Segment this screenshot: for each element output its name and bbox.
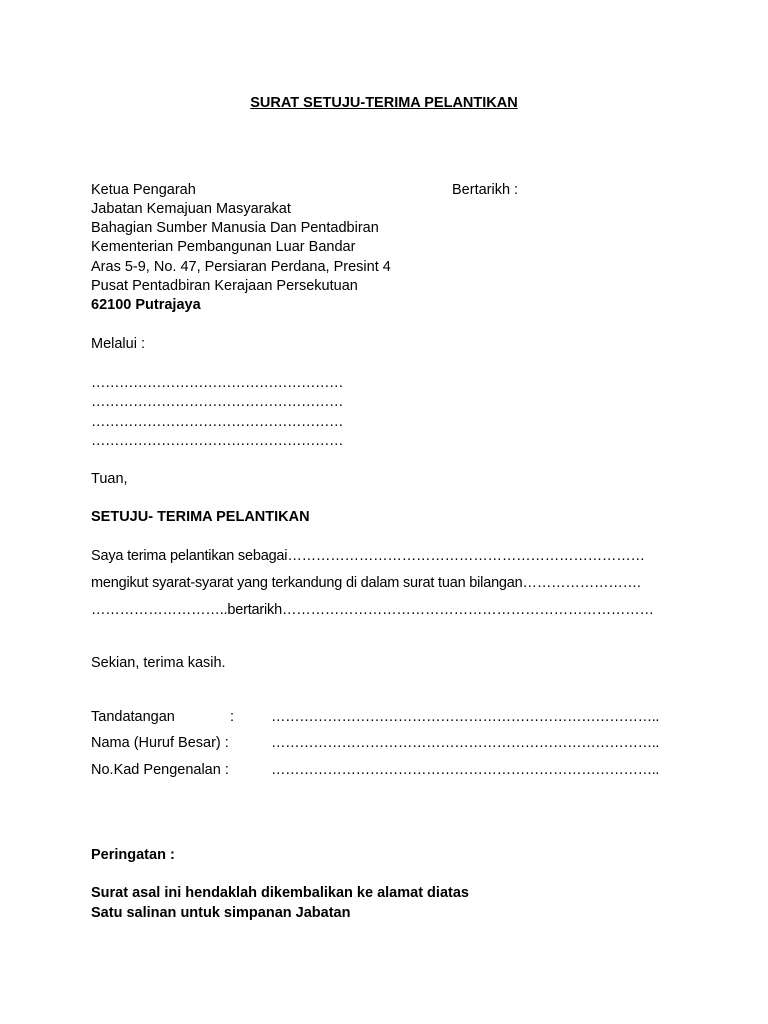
via-label: Melalui : xyxy=(91,336,145,352)
via-blank-line: ……………………………………………… xyxy=(91,375,343,391)
subject-heading: SETUJU- TERIMA PELANTIKAN xyxy=(91,509,310,525)
salutation: Tuan, xyxy=(91,471,128,487)
recipient-line: Aras 5-9, No. 47, Persiaran Perdana, Presint 4 xyxy=(91,259,391,275)
document-title: SURAT SETUJU-TERIMA PELANTIKAN xyxy=(250,95,518,111)
warning-line: Surat asal ini hendaklah dikembalikan ke alamat diatas xyxy=(91,885,469,901)
recipient-line: Ketua Pengarah xyxy=(91,182,196,198)
recipient-line: Jabatan Kemajuan Masyarakat xyxy=(91,201,291,217)
name-label: Nama (Huruf Besar) : xyxy=(91,735,229,751)
closing-text: Sekian, terima kasih. xyxy=(91,655,226,671)
warning-heading: Peringatan : xyxy=(91,847,175,863)
via-blank-line: ……………………………………………… xyxy=(91,394,343,410)
date-label: Bertarikh : xyxy=(452,182,519,198)
body-line: Saya terima pelantikan sebagai………………………………………………………………… xyxy=(91,548,645,564)
signature-blank: ……………………………………………………………………….. xyxy=(271,709,659,725)
recipient-postcode-city: 62100 Putrajaya xyxy=(91,297,201,313)
recipient-line: Kementerian Pembangunan Luar Bandar xyxy=(91,239,356,255)
body-line: mengikut syarat-syarat yang terkandung di dalam surat tuan bilangan……………………. xyxy=(91,575,641,591)
recipient-line: Pusat Pentadbiran Kerajaan Persekutuan xyxy=(91,278,358,294)
signature-label: Tandatangan xyxy=(91,709,175,725)
via-blank-line: ……………………………………………… xyxy=(91,414,343,430)
signature-colon: : xyxy=(230,709,235,725)
ic-blank: ……………………………………………………………………….. xyxy=(271,762,659,778)
body-line: ………………………..bertarikh…………………………………………………………………… xyxy=(91,602,654,618)
warning-line: Satu salinan untuk simpanan Jabatan xyxy=(91,905,351,921)
name-blank: ……………………………………………………………………….. xyxy=(271,735,659,751)
recipient-line: Bahagian Sumber Manusia Dan Pentadbiran xyxy=(91,220,379,236)
ic-label: No.Kad Pengenalan : xyxy=(91,762,229,778)
via-blank-line: ……………………………………………… xyxy=(91,433,343,449)
